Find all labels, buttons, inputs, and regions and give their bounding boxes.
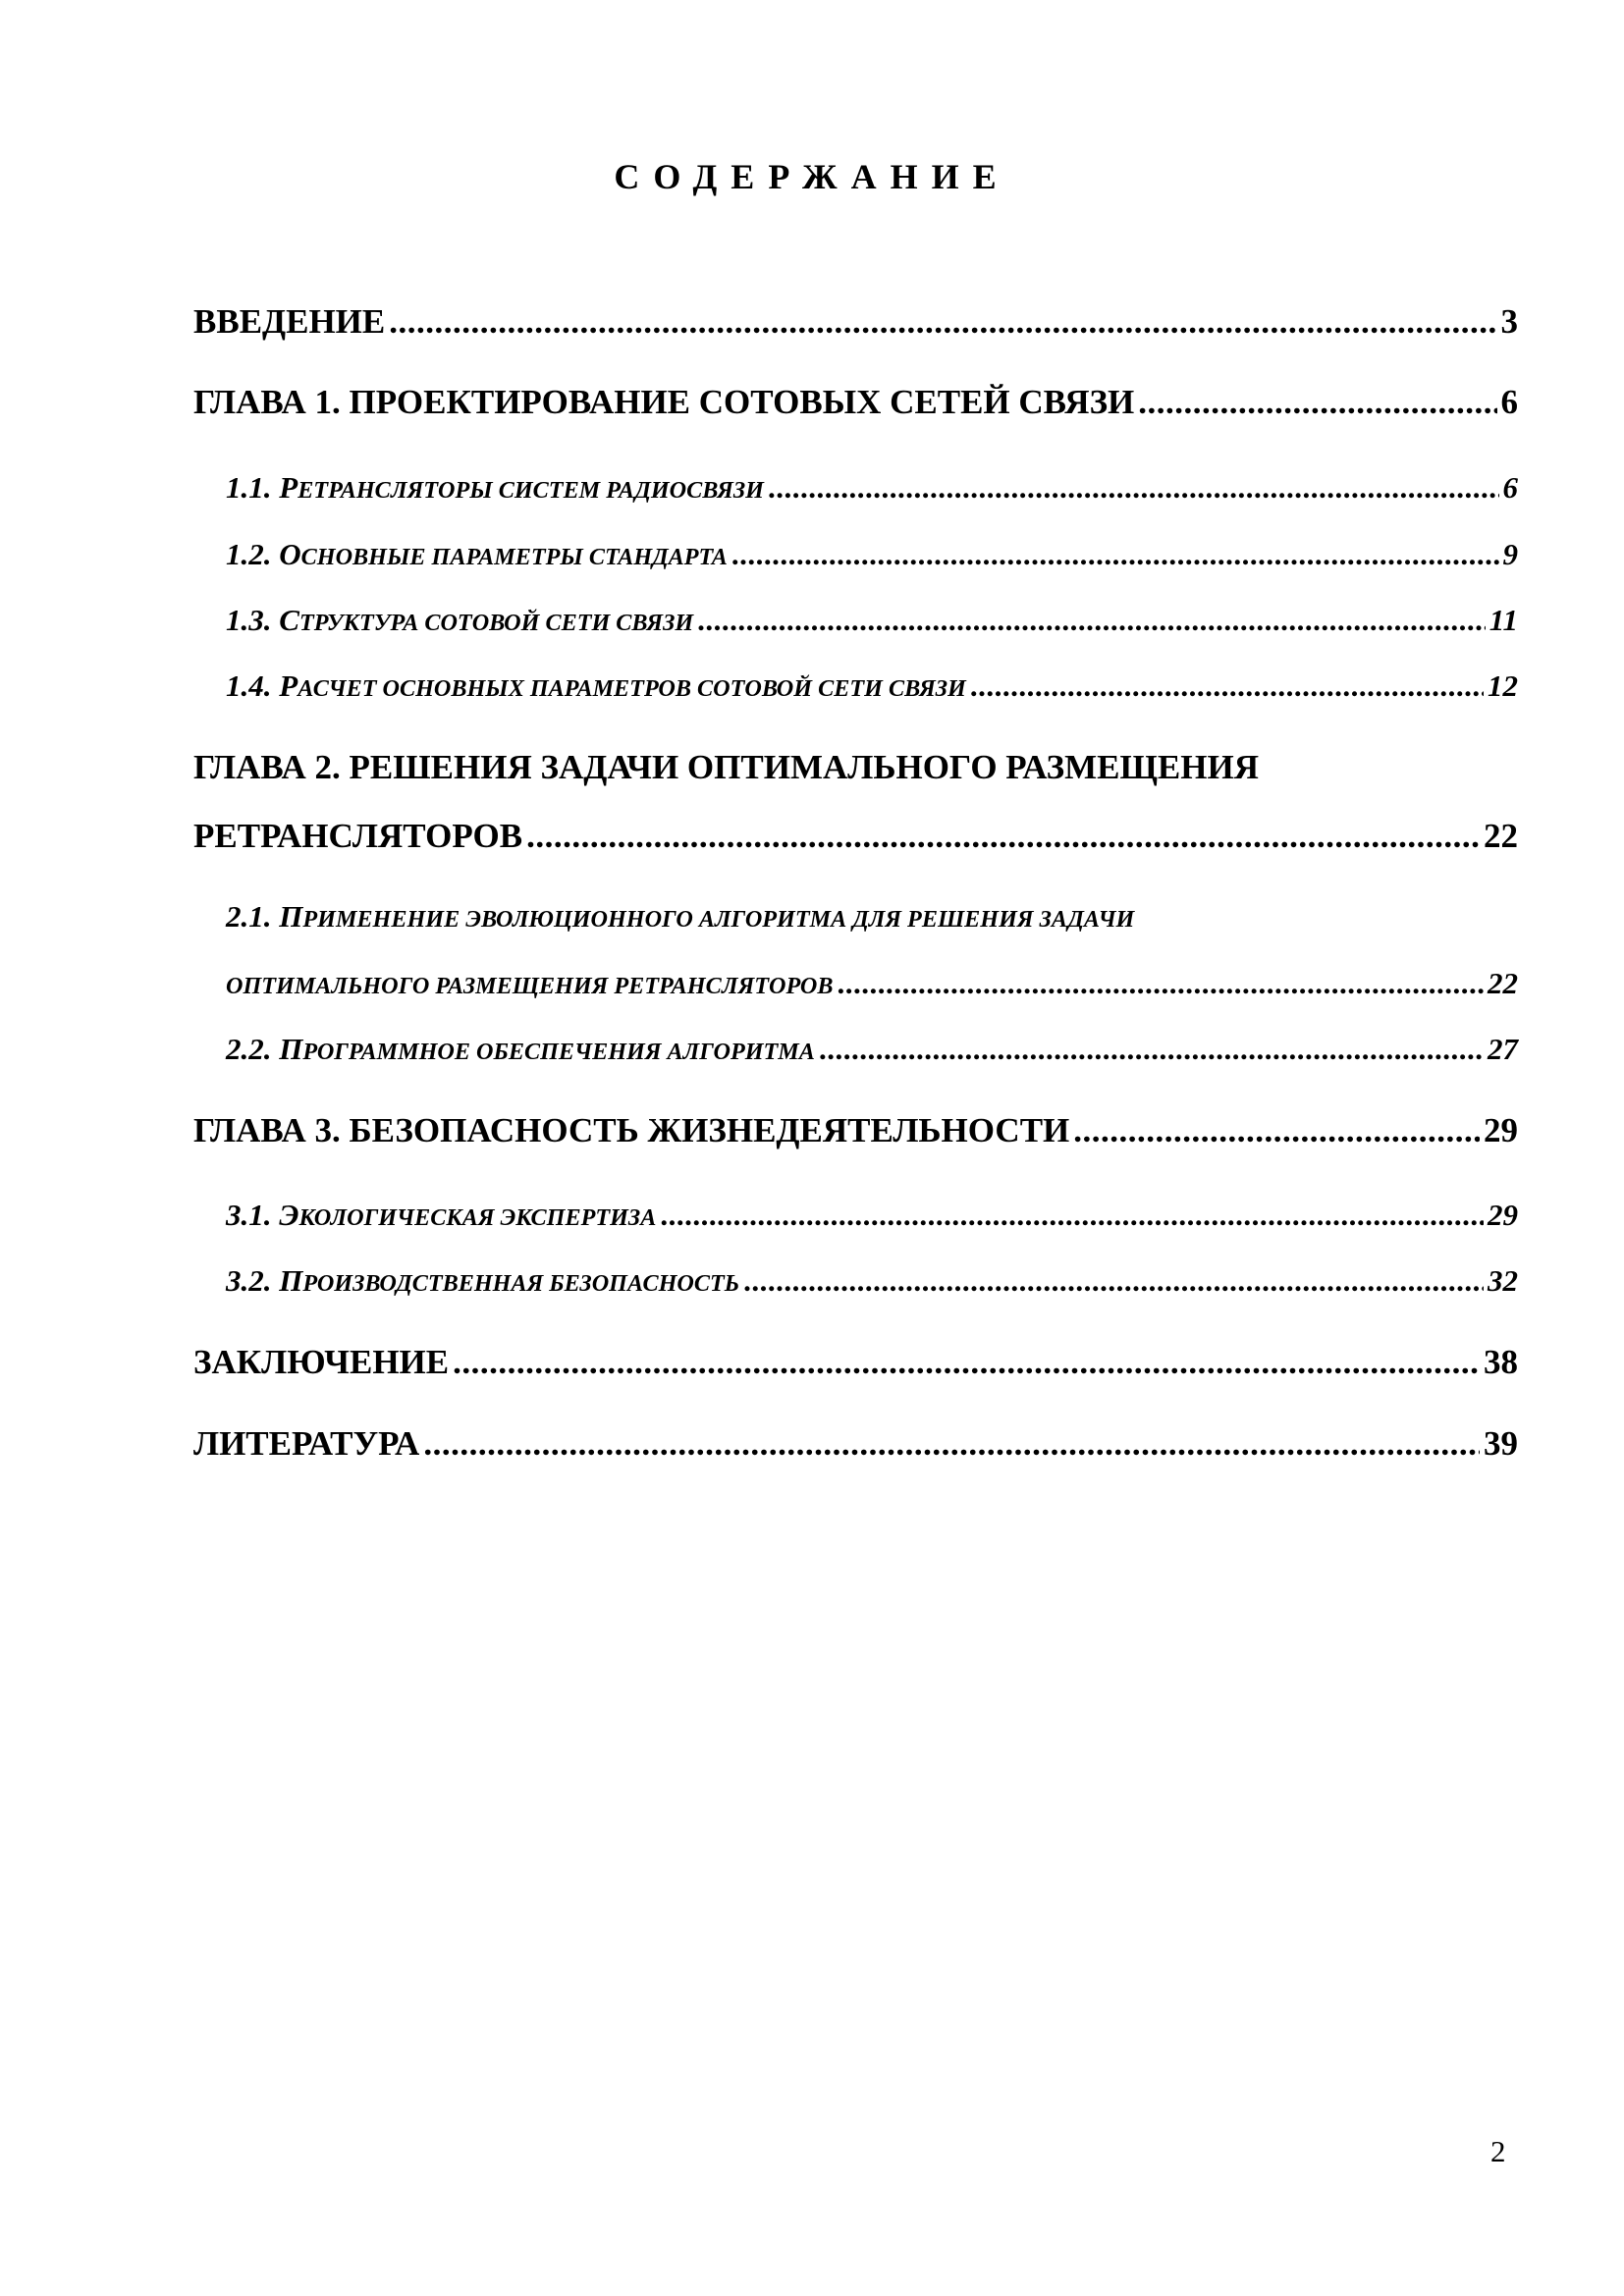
section-title-rest: АСЧЕТ ОСНОВНЫХ ПАРАМЕТРОВ СОТОВОЙ СЕТИ СВЯЗИ: [298, 675, 966, 702]
toc-leader-dots: [970, 665, 1484, 708]
section-title-rest: РОГРАММНОЕ ОБЕСПЕЧЕНИЯ АЛГОРИТМА: [302, 1039, 815, 1065]
toc-page-number: 32: [1488, 1263, 1518, 1298]
toc-entry-label: ЛИТЕРАТУРА: [193, 1424, 420, 1463]
toc-page-number: 9: [1502, 537, 1518, 571]
toc-page-number: 3: [1500, 302, 1518, 341]
toc-page-number: 11: [1489, 603, 1518, 637]
toc-leader-dots: [697, 599, 1486, 642]
section-title-rest: ОПТИМАЛЬНОГО РАЗМЕЩЕНИЯ РЕТРАНСЛЯТОРОВ: [226, 973, 834, 999]
toc-page-number: 27: [1488, 1032, 1518, 1066]
toc-entry-section-2-2[interactable]: [193, 1028, 1518, 1074]
toc-entry-label: [226, 599, 693, 645]
toc-entry-literature[interactable]: [193, 1422, 1518, 1466]
toc-entry-label: ЗАКЛЮЧЕНИЕ: [193, 1343, 450, 1381]
toc-leader-dots: [453, 1341, 1480, 1384]
toc-page-number: 38: [1484, 1343, 1518, 1381]
toc-entry-introduction[interactable]: [193, 300, 1518, 344]
toc-page-number: 29: [1488, 1198, 1518, 1232]
section-number: 3.1.: [226, 1198, 272, 1232]
section-initial: П: [279, 1263, 303, 1298]
section-initial: Р: [279, 668, 298, 703]
page-title: СОДЕРЖАНИЕ: [614, 157, 1010, 196]
toc-leader-dots: [526, 815, 1480, 858]
toc-leader-dots: [819, 1028, 1484, 1071]
toc-page-number: 22: [1488, 966, 1518, 1000]
toc-page-number: 6: [1502, 470, 1518, 505]
toc-leader-dots: [1073, 1109, 1480, 1152]
toc-page-number: 6: [1500, 383, 1518, 421]
section-title-rest: РИМЕНЕНИЕ ЭВОЛЮЦИОННОГО АЛГОРИТМА ДЛЯ РЕШЕНИЯ ЗАДАЧИ: [302, 906, 1135, 933]
toc-entry-section-1-1[interactable]: [193, 466, 1518, 512]
section-title-rest: ТРУКТУРА СОТОВОЙ СЕТИ СВЯЗИ: [298, 610, 694, 636]
toc-entry-label: [226, 1259, 739, 1306]
toc-leader-dots: [423, 1422, 1480, 1466]
toc-entry-chapter-2-line-1[interactable]: ГЛАВА 2. РЕШЕНИЯ ЗАДАЧИ ОПТИМАЛЬНОГО РАЗМЕЩЕНИЯ: [193, 748, 1259, 786]
toc-leader-dots: [838, 962, 1485, 1005]
toc-leader-dots: [1138, 381, 1496, 424]
toc-entry-section-2-1-line-1[interactable]: [193, 895, 1518, 941]
toc-entry-section-1-4[interactable]: [193, 665, 1518, 711]
toc-entry-label: [226, 665, 966, 711]
toc-entry-label: [226, 1194, 656, 1240]
section-number: 1.2.: [226, 537, 272, 571]
section-number: 2.2.: [226, 1032, 272, 1066]
toc-entry-label: ВВЕДЕНИЕ: [193, 302, 386, 341]
section-title-rest: РОИЗВОДСТВЕННАЯ БЕЗОПАСНОСТЬ: [302, 1270, 740, 1297]
toc-entry-chapter-3[interactable]: [193, 1109, 1518, 1152]
toc-entry-label: [226, 962, 834, 1008]
section-number: 3.2.: [226, 1263, 272, 1298]
page-number: 2: [1490, 2134, 1506, 2168]
toc-leader-dots: [768, 466, 1499, 509]
toc-entry-label: ГЛАВА 3. БЕЗОПАСНОСТЬ ЖИЗНЕДЕЯТЕЛЬНОСТИ: [193, 1111, 1070, 1149]
toc-page-number: 22: [1484, 817, 1518, 855]
section-title-rest: КОЛОГИЧЕСКАЯ ЭКСПЕРТИЗА: [298, 1204, 657, 1231]
toc-entry-section-2-1[interactable]: [193, 962, 1518, 1008]
toc-entry-section-1-3[interactable]: [193, 599, 1518, 645]
section-title-rest: СНОВНЫЕ ПАРАМЕТРЫ СТАНДАРТА: [300, 544, 728, 570]
section-initial: П: [279, 1032, 303, 1066]
section-number: 1.1.: [226, 470, 272, 505]
toc-page-number: 12: [1488, 668, 1518, 703]
section-initial: Э: [279, 1198, 299, 1232]
toc-entry-label: [226, 533, 728, 579]
table-of-contents: [193, 0, 1518, 2296]
toc-leader-dots: [660, 1194, 1484, 1237]
toc-entry-section-3-1[interactable]: [193, 1194, 1518, 1240]
toc-entry-label: [226, 466, 764, 512]
section-initial: Р: [279, 470, 298, 505]
toc-entry-label: [226, 1028, 815, 1074]
toc-page-number: 39: [1484, 1424, 1518, 1463]
toc-leader-dots: [731, 533, 1499, 576]
toc-entry-conclusion[interactable]: [193, 1341, 1518, 1384]
toc-entry-chapter-2[interactable]: [193, 815, 1518, 858]
toc-entry-section-1-2[interactable]: [193, 533, 1518, 579]
toc-page-number: 29: [1484, 1111, 1518, 1149]
toc-leader-dots: [743, 1259, 1484, 1303]
toc-entry-label: ГЛАВА 1. ПРОЕКТИРОВАНИЕ СОТОВЫХ СЕТЕЙ СВЯЗИ: [193, 383, 1135, 421]
toc-entry-label: РЕТРАНСЛЯТОРОВ: [193, 817, 523, 855]
section-number: 1.3.: [226, 603, 272, 637]
toc-entry-section-3-2[interactable]: [193, 1259, 1518, 1306]
section-initial: О: [279, 537, 301, 571]
section-title-rest: ЕТРАНСЛЯТОРЫ СИСТЕМ РАДИОСВЯЗИ: [298, 477, 764, 504]
toc-entry-chapter-1[interactable]: [193, 381, 1518, 424]
section-initial: П: [279, 899, 303, 934]
section-number: 2.1.: [226, 899, 272, 934]
section-number: 1.4.: [226, 668, 272, 703]
toc-leader-dots: [389, 300, 1496, 344]
section-initial: С: [279, 603, 299, 637]
